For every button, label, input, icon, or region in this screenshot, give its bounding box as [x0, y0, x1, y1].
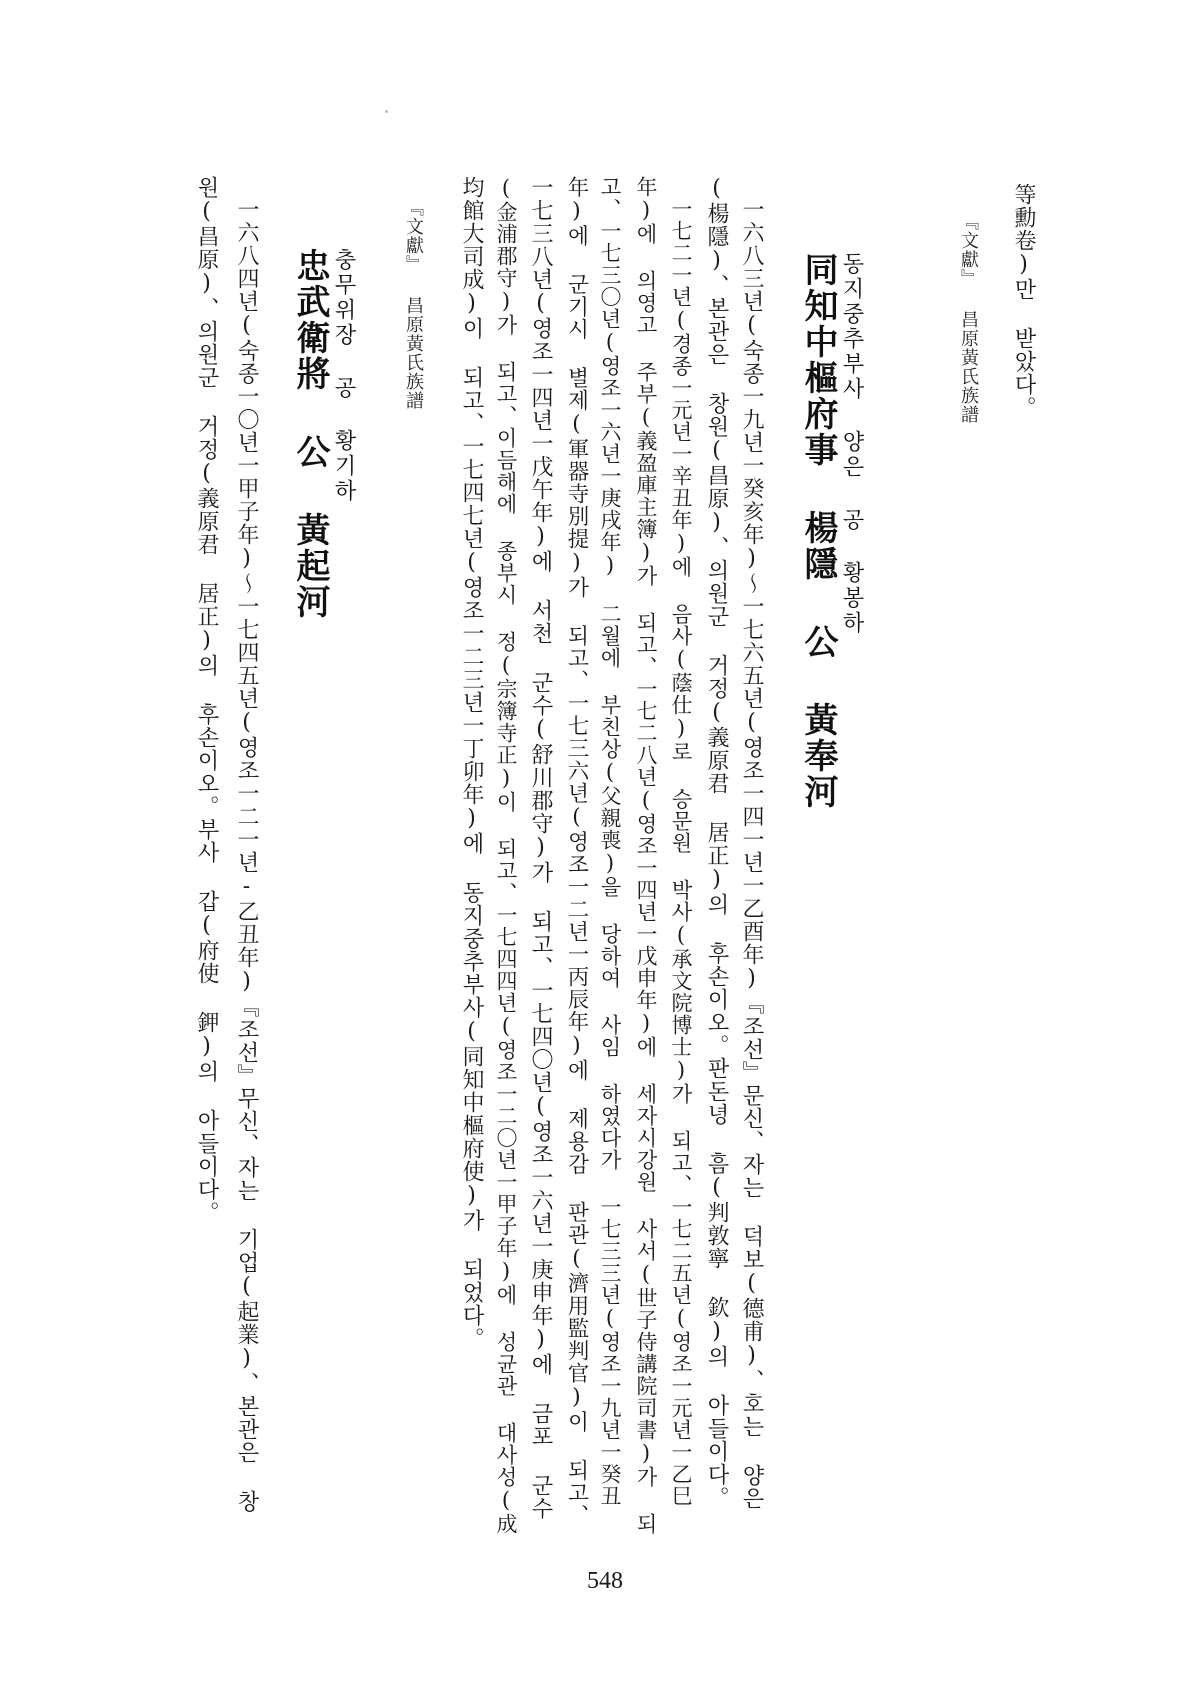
page-number: 548	[587, 1568, 623, 1594]
entry1-line: 一七三八년(영조一四년一戊午年)에 서천 군수(舒川郡守)가 되고、一七四〇년(영조一六년一庚申年)에 금포 군수	[528, 176, 553, 1520]
entry2-line: 원(昌原)、의원군 거정(義原君 居正)의 후손이오。부사 갑(府使 鉀)의 아들이다。	[194, 176, 219, 1224]
entry2-line: 一六八四년(숙종一〇년一甲子年)～一七四五년(영조一二一년-乙丑年)『조선』무신、자는 기업(起業)、본관은 창	[234, 198, 259, 1513]
entry1-citation: 『文獻』 昌原黃氏族譜	[403, 198, 424, 410]
entry1-line: 均館大司成)이 되고、一七四七년(영조一二三년一丁卯年)에 동지중추부사(同知中樞府使)가 되었다。	[459, 176, 484, 1350]
entry1-line: (金浦郡守)가 되고、이듬해에 종부시 정(宗簿寺正)이 되고、一七四四년(영조一二〇년一甲子年)에 성균관 대사성(成	[494, 176, 518, 1535]
entry1-line: (楊隱)、본관은 창원(昌原)、의원군 거정(義原君 居正)의 후손이오。판돈녕 흠(判敦寧 欽)의 아들이다。	[704, 176, 729, 1509]
scan-speck	[385, 110, 388, 113]
entry1-title-hanja: 同知中樞府事 楊隱 公 黃奉河	[798, 252, 838, 810]
entry1-line: 一七二一년(경종一元년一辛丑年)에 음사(蔭仕)로 승문원 박사(承文院博士)가 되고、一七二五년(영조一元년一乙巳	[669, 198, 693, 1507]
entry1-line: 고、一七三〇년(영조一六년一庚戌年) 二월에 부친상(父親喪)을 당하여 사임 하였다가 一七三三년(영조一九년一癸丑	[598, 176, 622, 1507]
entry1-line: 年)에 군기시 별제(軍器寺別提)가 되고、一七三六년(영조一二년一丙辰年)에 제용감 판관(濟用監判官)이 되고、	[564, 176, 589, 1527]
entry1-heading	[798, 252, 864, 810]
entry2-title-hanja: 忠武衛將 公 黃起河	[290, 248, 330, 620]
entry1-line: 年)에 의영고 주부(義盈庫主簿)가 되고、一七二八년(영조一四년一戊申年)에 세자시강원 사서(世子侍講院司書)가 되	[634, 176, 658, 1535]
prev-entry-text: 等勳卷)만 받았다。	[1011, 183, 1036, 419]
entry2-title-reading: 충무위장 공 황기하	[331, 248, 356, 504]
prev-entry-citation: 『文獻』 昌原黃氏族譜	[958, 212, 979, 424]
entry1-title-reading: 동지중추부사 양은 공 황봉하	[839, 252, 864, 636]
entry2-heading	[290, 248, 356, 620]
entry1-line: 一六八三년(숙종一九년一癸亥年)～一七六五년(영조一四一년一乙酉年)『조선』문신、자는 덕보(德甫)、호는 양은	[739, 198, 764, 1510]
